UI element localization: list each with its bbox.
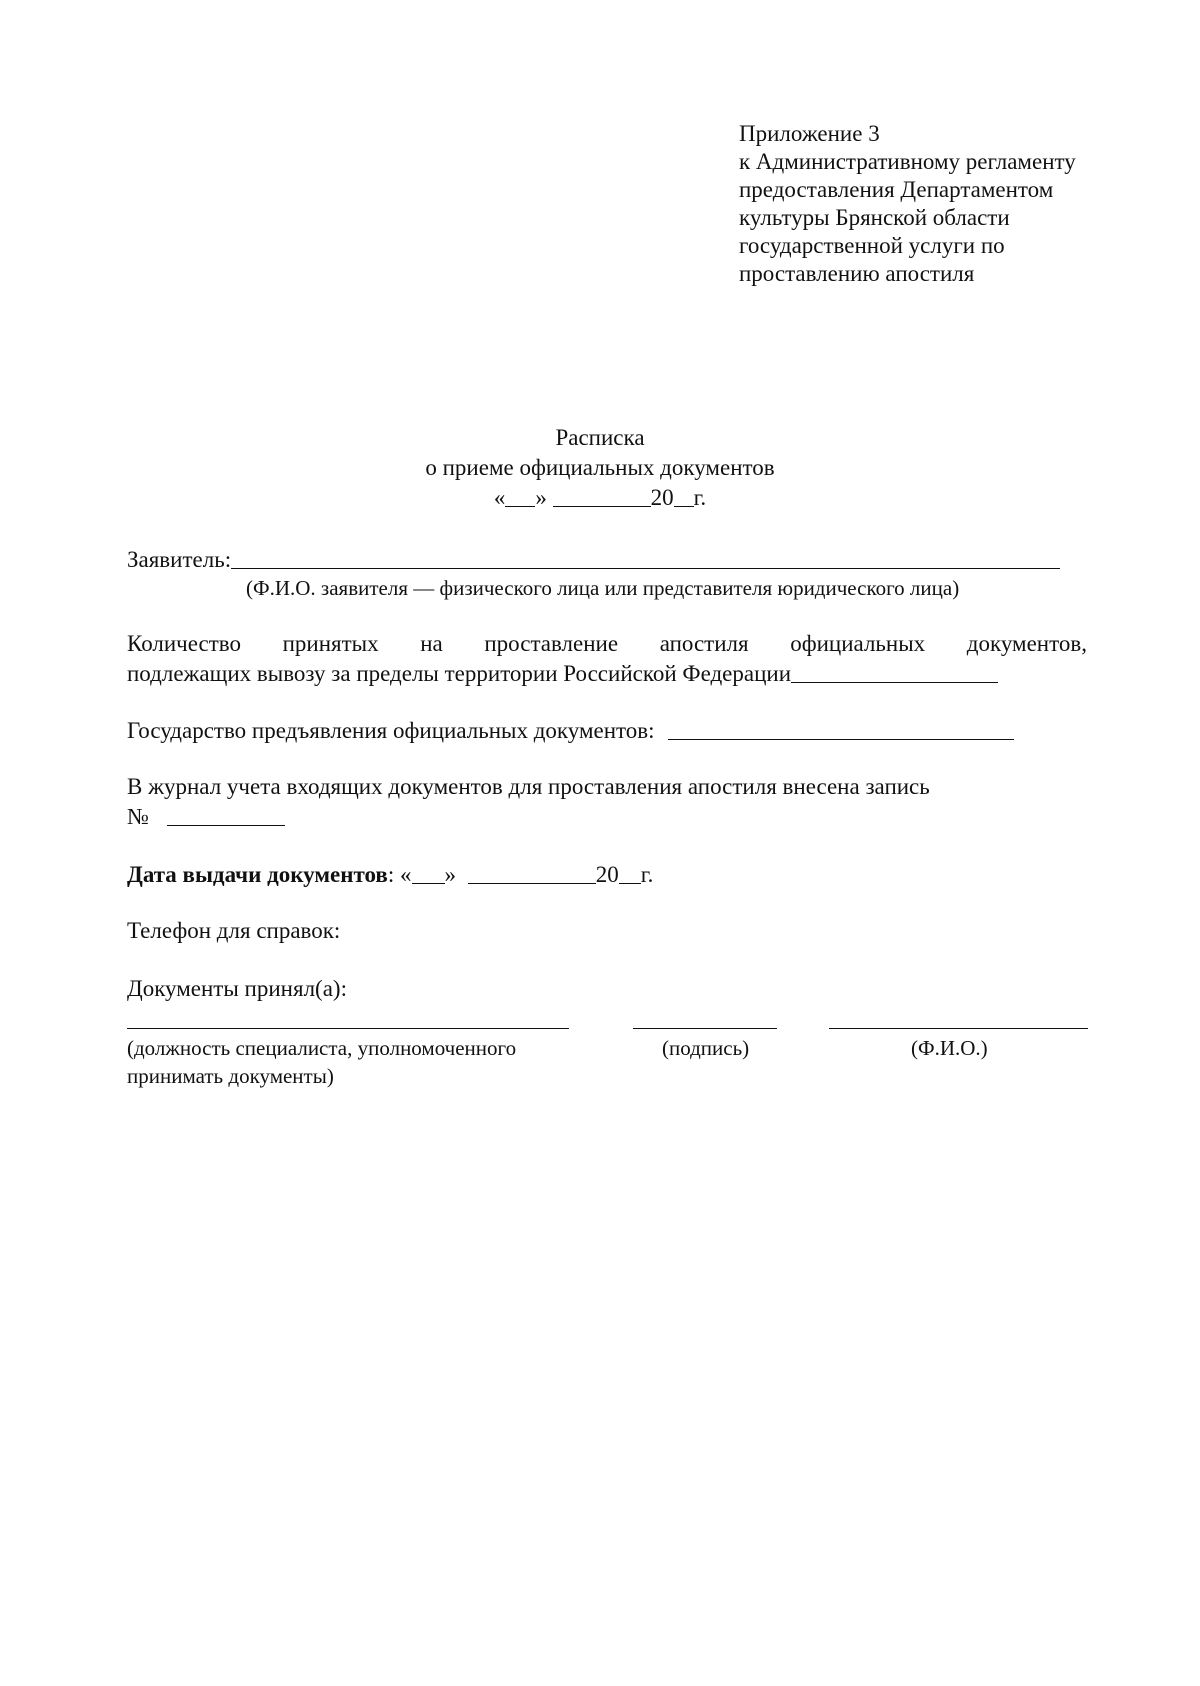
accepted-row (127, 975, 1087, 1003)
appendix-line: предоставления Департаментом (739, 177, 1054, 202)
applicant-label: Заявитель: (127, 547, 232, 572)
signature-caption: (подпись) (662, 1036, 750, 1060)
phone-row (127, 917, 1087, 945)
documents-count-word: принятых (282, 631, 379, 656)
date-month-blank[interactable] (553, 483, 651, 507)
documents-count-field[interactable] (791, 659, 998, 683)
issue-date-open-quote: « (400, 862, 412, 887)
documents-count-line1 (127, 630, 1087, 658)
receipt-subheading: о приеме официальных документов (425, 455, 775, 480)
documents-count-word: документов, (966, 631, 1087, 656)
date-year-blank[interactable] (674, 483, 694, 507)
documents-count-word: официальных (790, 631, 926, 656)
documents-count-word: на (420, 631, 443, 656)
issue-date-colon: : (387, 862, 395, 887)
applicant-row (127, 545, 1087, 574)
documents-count-word: Количество (127, 631, 241, 656)
appendix-line: проставлению апостиля (739, 261, 975, 286)
applicant-field[interactable] (231, 545, 1060, 569)
issue-date-year-field[interactable] (619, 860, 641, 884)
journal-number-sign: № (127, 804, 149, 829)
documents-count-word: апостиля (659, 631, 749, 656)
issue-date-month-field[interactable] (468, 860, 596, 884)
applicant-caption: (Ф.И.О. заявителя — физического лица или представителя юридического лица) (246, 576, 960, 600)
name-caption: (Ф.И.О.) (911, 1036, 988, 1060)
journal-number-field[interactable] (167, 802, 285, 826)
position-caption-line2: принимать документы) (127, 1064, 334, 1088)
receipt-heading: Расписка (555, 425, 645, 450)
date-open-quote: « (493, 485, 506, 510)
country-field[interactable] (668, 716, 1014, 740)
country-row (127, 716, 1087, 745)
appendix-header (739, 120, 1139, 288)
date-year-suffix: г. (693, 485, 707, 510)
appendix-line: Приложение 3 (739, 121, 880, 146)
issue-date-row (127, 860, 1087, 889)
phone-label: Телефон для справок: (127, 918, 341, 943)
accepted-label: Документы принял(а): (127, 976, 347, 1001)
issue-date-year-prefix: 20 (595, 862, 619, 887)
documents-count-line2 (127, 659, 1087, 688)
documents-count-text: подлежащих вывозу за пределы территории Российской Федерации (127, 661, 792, 686)
date-close-quote: » (535, 485, 547, 510)
country-label: Государство предъявления официальных документов: (127, 718, 655, 743)
receipt-date-line (0, 483, 1200, 513)
issue-date-close-quote: » (444, 862, 456, 887)
issue-date-year-suffix: г. (640, 862, 654, 887)
issue-date-day-field[interactable] (412, 860, 445, 884)
name-signature-line[interactable] (829, 1028, 1088, 1029)
signature-line[interactable] (633, 1028, 777, 1029)
documents-count-word: проставление (484, 631, 619, 656)
date-day-blank[interactable] (505, 483, 535, 507)
position-caption-line1: (должность специалиста, уполномоченного (127, 1036, 517, 1060)
issue-date-label: Дата выдачи документов (127, 862, 388, 887)
appendix-line: государственной услуги по (739, 233, 1005, 258)
date-year-prefix: 20 (650, 485, 674, 510)
position-signature-line[interactable] (127, 1028, 569, 1029)
journal-number-row (127, 802, 1087, 831)
journal-line1: В журнал учета входящих документов для проставления апостиля внесена запись (127, 774, 930, 799)
appendix-line: культуры Брянской области (739, 205, 1010, 230)
appendix-line: к Административному регламенту (739, 149, 1076, 174)
receipt-title-block (0, 423, 1200, 513)
